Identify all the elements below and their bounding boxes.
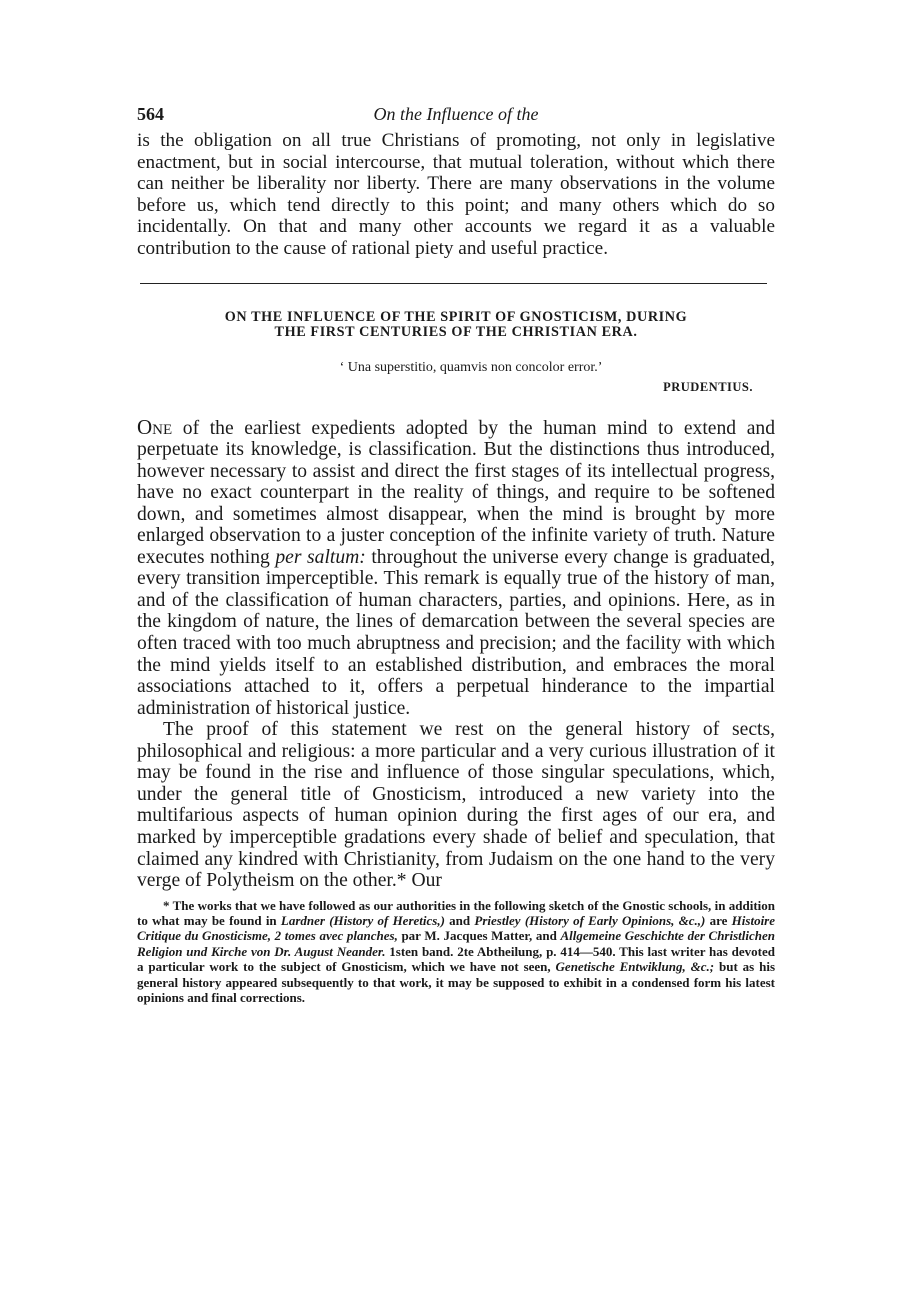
article-paragraph-2: The proof of this statement we rest on the general history of sects, philosophical and religious: a more particular and a very curious illustration of it may be found in the rise and influence of those singular speculations, which, under the general title of Gnosticism, introduced a new variety into the multifarious aspects of human opinion during the first ages of our era, and marked by imperceptible gradations every shade of belief and speculation, that claimed any kindred with Christianity, from Judaism on the one hand to the very verge of Polytheism on the other.* Our	[137, 719, 775, 892]
footnote-text	[137, 898, 775, 1006]
paragraph-1-text-a: of the earliest expedients adopted by the human mind to extend and perpetuate its knowledge, is classification. But the distinctions thus introduced, however necessary to assist and direct the first stages of its intellectual progress, have no exact counterpart in the reality of things, and require to be softened down, and sometimes almost disappear, when the mind is brought by more enlarged observation to a juster conception of the infinite variety of truth. Nature executes nothing	[137, 417, 775, 568]
epigraph: ‘ Una superstitio, quamvis non concolor error.’	[339, 359, 603, 375]
footnote-segment: 1sten band. 2te Abtheilung, p. 414—540. This last writer has devoted a particular work to the subject of Gnosticism, which we have not seen,	[137, 943, 775, 975]
footnote-segment: are	[705, 913, 732, 928]
section-divider	[140, 283, 767, 284]
paragraph-1-text-b: throughout the universe every change is graduated, every transition imperceptible. This remark is equally true of the history of man, and of the classification of human characters, parties, and opinions. Here, as in the kingdom of nature, the lines of demarcation between the several species are often traced with too much abruptness and precision; and the facility with which the mind yields itself to an established distribution, and embraces the moral associations attached to it, offers a perpetual hinderance to the impartial administration of historical justice.	[137, 546, 775, 719]
footnote-segment: and	[444, 913, 475, 928]
footnote-citation: Allgemeine Geschichte der Christlichen Religion und Kirche von Dr. August Neander.	[137, 928, 775, 959]
opening-word: One	[137, 414, 173, 439]
footnote-segment: but as his general history appeared subsequently to that work, it may be supposed to exhibit in a condensed form his latest opinions and final corrections.	[137, 959, 776, 1006]
epigraph-author: PRUDENTIUS.	[663, 379, 753, 394]
article-title	[137, 310, 775, 340]
footnote-citation: Priestley (History of Early Opinions, &c.,)	[474, 913, 706, 928]
footnote-citation: Histoire Critique du Gnosticisme, 2 tomes avec planches,	[137, 913, 776, 944]
page-header	[137, 104, 775, 130]
footnote-citation: Genetische Entwiklung, &c.;	[555, 959, 715, 975]
page-number: 564	[137, 104, 164, 124]
article-title-line-1: ON THE INFLUENCE OF THE SPIRIT OF GNOSTICISM, DURING	[224, 308, 688, 325]
lead-paragraph-block	[137, 130, 775, 260]
footnote-segment: par M. Jacques Matter, and	[397, 928, 561, 944]
latin-phrase: per saltum:	[275, 546, 366, 568]
lead-paragraph: is the obligation on all true Christians of promoting, not only in legislative enactment, but in social intercourse, that mutual toleration, without which there can neither be liberality nor liberty. There are many observations in the volume before us, which tend directly to this point; and many others which do so incidentally. On that and many other accounts we regard it as a valuable contribution to the cause of rational piety and useful practice.	[137, 130, 775, 259]
article-body	[137, 414, 775, 892]
document-page	[137, 104, 775, 1005]
article-paragraph-1	[137, 414, 775, 720]
article-title-line-2: THE FIRST CENTURIES OF THE CHRISTIAN ERA.	[274, 323, 638, 340]
footnote	[137, 898, 775, 1006]
running-title: On the Influence of the	[373, 104, 539, 124]
footnote-segment: * The works that we have followed as our authorities in the following sketch of the Gnostic schools, in addition to what may be found in	[137, 897, 775, 928]
footnote-citation: Lardner (History of Heretics,)	[280, 913, 445, 928]
